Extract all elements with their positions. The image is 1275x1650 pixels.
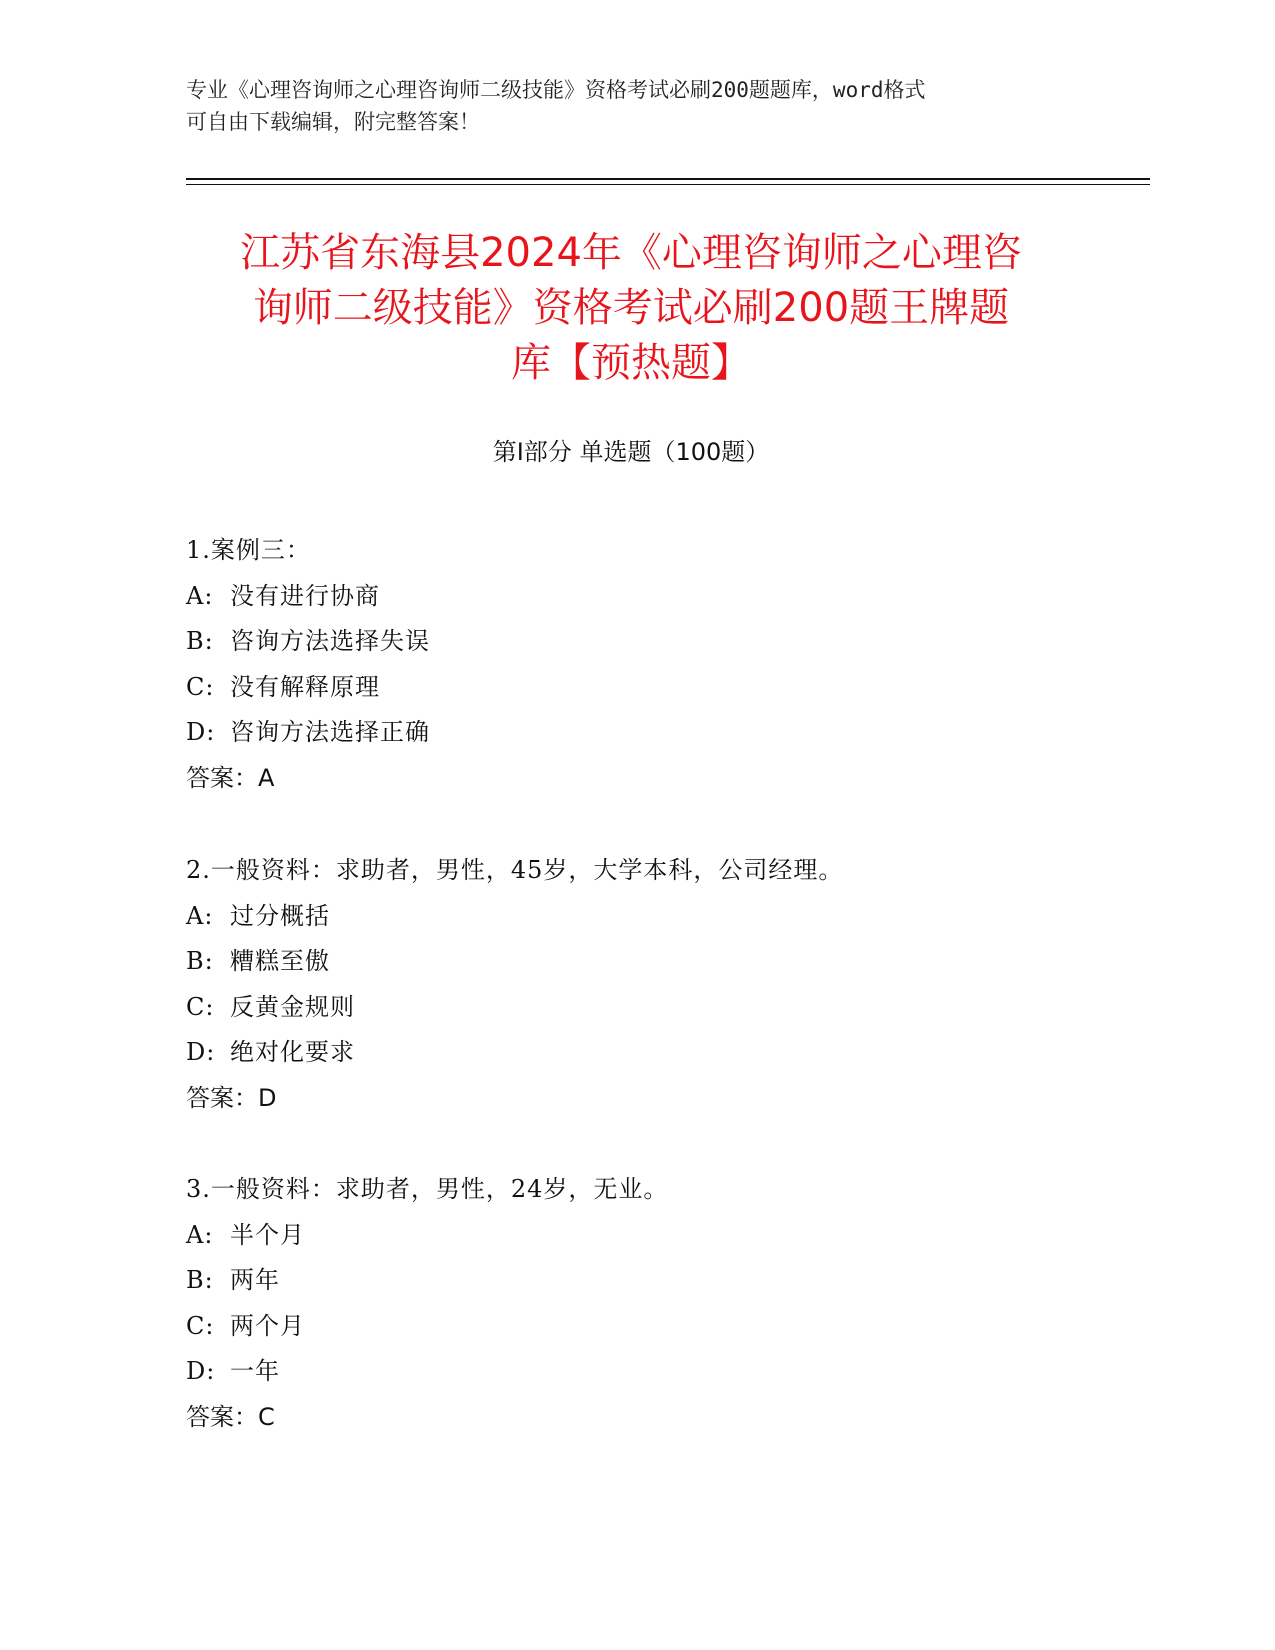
option-a — [186, 574, 1146, 620]
question-stem: 1.案例三： — [186, 536, 311, 564]
question-1 — [186, 528, 1146, 801]
option-text: 绝对化要求 — [230, 1038, 355, 1066]
option-text: 两个月 — [230, 1311, 305, 1340]
option-letter: C: — [186, 992, 215, 1021]
document-title-line2: 询师二级技能》资格考试必刷200题王牌题 — [252, 285, 1010, 331]
option-b — [186, 1258, 1146, 1304]
header-note-line2: 可自由下载编辑，附完整答案！ — [186, 110, 480, 134]
option-letter: C: — [186, 672, 215, 701]
answer-line: 答案：C — [186, 1402, 275, 1431]
option-text: 半个月 — [230, 1220, 305, 1249]
header-divider-thick — [186, 178, 1150, 180]
option-text: 没有解释原理 — [230, 672, 380, 701]
option-c — [186, 985, 1146, 1031]
question-3 — [186, 1167, 1146, 1440]
header-divider-thin — [186, 184, 1150, 185]
option-c — [186, 665, 1146, 711]
option-a — [186, 1213, 1146, 1259]
option-d — [186, 710, 1146, 756]
header-note-line1: 专业《心理咨询师之心理咨询师二级技能》资格考试必刷200题题库，word格式 — [186, 78, 926, 102]
section-heading: 第Ⅰ部分 单选题（100题） — [492, 438, 770, 466]
option-text: 过分概括 — [230, 901, 330, 930]
option-text: 咨询方法选择正确 — [230, 718, 430, 746]
option-letter: D: — [186, 1357, 216, 1385]
option-letter: D: — [186, 718, 216, 746]
option-c — [186, 1304, 1146, 1350]
option-letter: D: — [186, 1038, 216, 1066]
option-text: 糟糕至傲 — [230, 947, 330, 975]
answer-line: 答案：D — [186, 1083, 277, 1112]
option-letter: C: — [186, 1311, 215, 1340]
document-title — [186, 226, 1076, 391]
option-text: 咨询方法选择失误 — [230, 627, 430, 655]
option-d — [186, 1349, 1146, 1395]
question-2 — [186, 848, 1146, 1121]
option-text: 两年 — [230, 1266, 280, 1294]
question-stem: 2.一般资料：求助者，男性，45岁，大学本科，公司经理。 — [186, 856, 844, 884]
option-b — [186, 939, 1146, 985]
option-letter: A: — [186, 581, 214, 610]
option-d — [186, 1030, 1146, 1076]
option-text: 一年 — [230, 1357, 280, 1385]
option-b — [186, 619, 1146, 665]
document-title-line1: 江苏省东海县2024年《心理咨询师之心理咨 — [240, 230, 1022, 276]
answer-line: 答案：A — [186, 763, 275, 792]
document-title-line3: 库【预热题】 — [511, 340, 751, 386]
option-text: 反黄金规则 — [230, 992, 355, 1021]
option-letter: B: — [186, 1266, 214, 1294]
option-letter: A: — [186, 901, 214, 930]
option-letter: B: — [186, 627, 214, 655]
option-letter: B: — [186, 947, 214, 975]
question-stem: 3.一般资料：求助者，男性，24岁，无业。 — [186, 1175, 669, 1203]
option-a — [186, 894, 1146, 940]
option-text: 没有进行协商 — [230, 581, 380, 610]
header-note — [186, 74, 1066, 138]
option-letter: A: — [186, 1220, 214, 1249]
